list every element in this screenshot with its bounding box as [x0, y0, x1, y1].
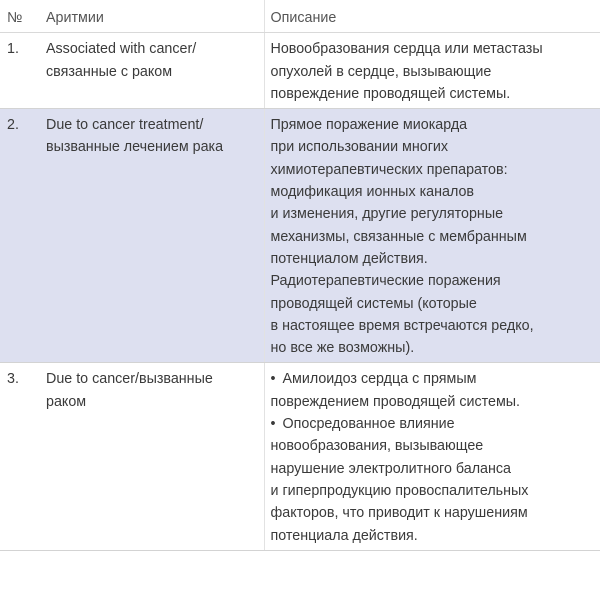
- table-header-row: [0, 0, 600, 33]
- description-line: новообразования, вызывающее: [270, 438, 484, 455]
- table-row: [0, 33, 600, 109]
- row-arrhythmia: [38, 33, 264, 109]
- row-number: 3.: [0, 363, 38, 550]
- description-line: и гиперпродукцию провоспалительных: [270, 482, 529, 499]
- bullet-text: Опосредованное влияние: [282, 416, 455, 433]
- description-line: повреждением проводящей системы.: [270, 393, 521, 410]
- arrhythmia-line: вызванные лечением рака: [46, 139, 224, 156]
- description-line: и изменения, другие регуляторные: [270, 206, 504, 223]
- row-number: 1.: [0, 33, 38, 109]
- description-line: Новообразования сердца или метастазы: [270, 41, 543, 58]
- arrhythmia-line: связанные с раком: [46, 63, 173, 80]
- description-line: [271, 413, 595, 435]
- header-arrhythmia: Аритмии: [38, 0, 264, 33]
- bullet-text: Амилоидоз сердца с прямым: [282, 371, 477, 388]
- description-line: при использовании многих: [270, 139, 449, 156]
- description-line: факторов, что приводит к нарушениям: [270, 505, 528, 522]
- description-line: [271, 368, 595, 390]
- arrhythmia-line: раком: [46, 393, 87, 410]
- description-line: потенциалом действия.: [270, 250, 428, 267]
- bullet-icon: •: [270, 371, 276, 388]
- table-row: [0, 363, 600, 550]
- description-line: повреждение проводящей системы.: [270, 85, 511, 102]
- arrhythmia-line: Due to cancer/вызванные: [46, 371, 213, 388]
- description-line: но все же возможны).: [270, 340, 415, 357]
- row-arrhythmia: [38, 363, 264, 550]
- arrhythmia-line: Associated with cancer/: [46, 41, 197, 58]
- description-line: модификация ионных каналов: [270, 184, 474, 201]
- description-line: потенциала действия.: [270, 527, 418, 544]
- row-arrhythmia: [38, 109, 264, 363]
- row-number: 2.: [0, 109, 38, 363]
- description-line: механизмы, связанные с мембранным: [270, 228, 527, 245]
- header-description: Описание: [264, 0, 600, 33]
- arrhythmia-line: Due to cancer treatment/: [46, 117, 204, 134]
- header-number: №: [0, 0, 38, 33]
- row-description: [264, 33, 600, 109]
- description-line: Прямое поражение миокарда: [270, 117, 468, 134]
- description-line: химиотерапевтических препаратов:: [270, 161, 508, 178]
- bullet-icon: •: [270, 416, 276, 433]
- table-row: [0, 109, 600, 363]
- description-line: Радиотерапевтические поражения: [270, 273, 501, 290]
- description-line: проводящей системы (которые: [270, 295, 477, 312]
- description-line: опухолей в сердце, вызывающие: [270, 63, 492, 80]
- row-description: [264, 363, 600, 550]
- row-description: [264, 109, 600, 363]
- description-line: в настоящее время встречаются редко,: [270, 317, 534, 334]
- description-line: нарушение электролитного баланса: [270, 460, 511, 477]
